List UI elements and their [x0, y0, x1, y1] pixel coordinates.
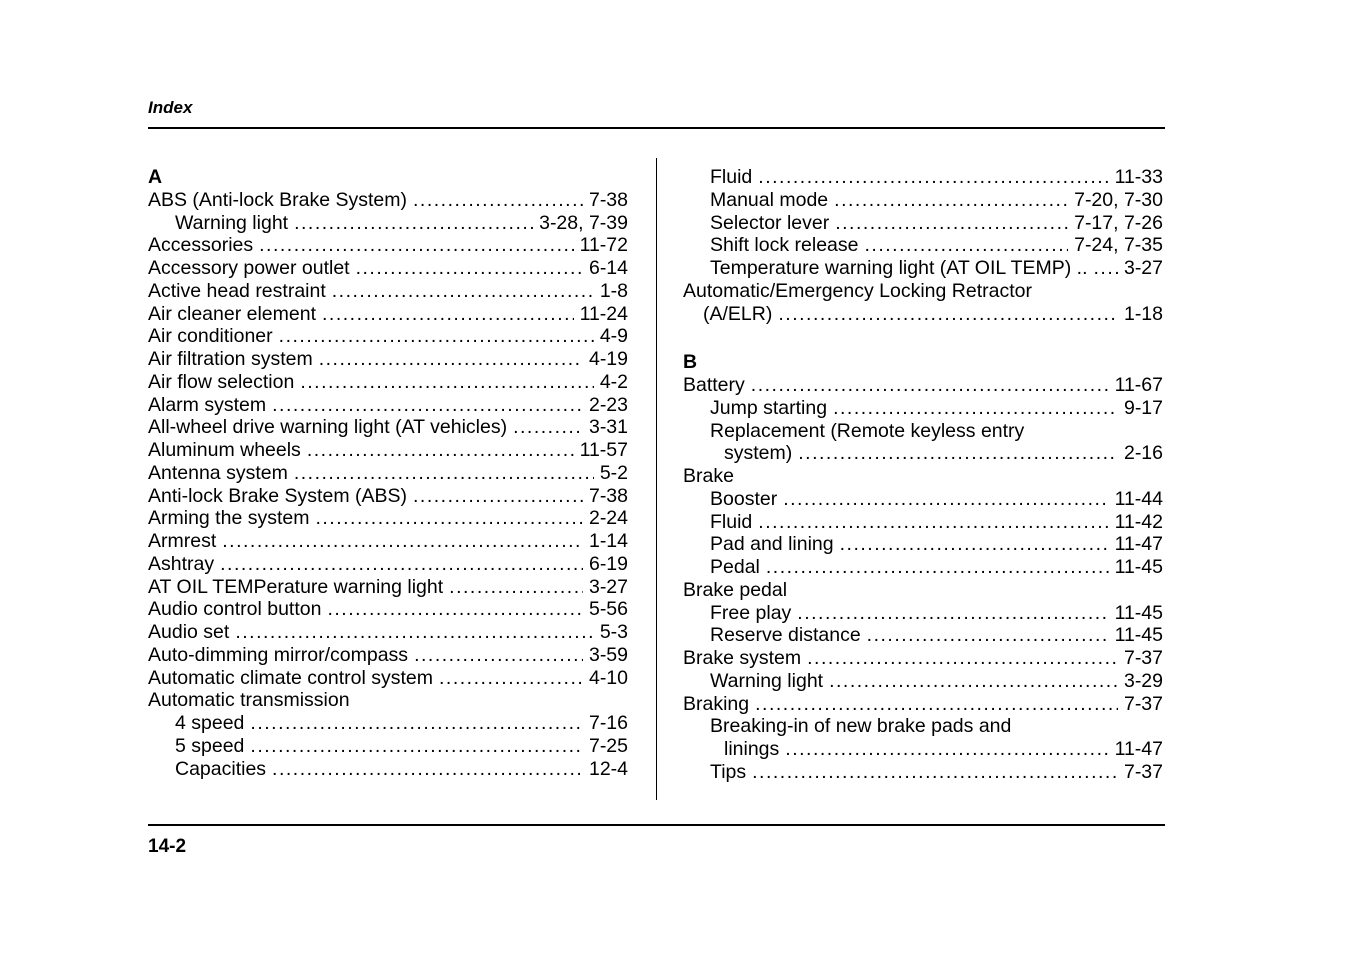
- entry-page-ref: 1-8: [599, 279, 628, 302]
- dot-leader: [250, 712, 583, 735]
- entry-page-ref: 11-67: [1114, 374, 1163, 396]
- dot-leader: [322, 303, 574, 326]
- entry-page-ref: 11-45: [1114, 601, 1163, 624]
- dot-leader: [752, 761, 1118, 784]
- entry-page-ref: 3-27: [588, 575, 628, 598]
- dot-leader: [783, 488, 1108, 511]
- index-entry: [148, 257, 628, 280]
- index-column-left: [148, 166, 628, 780]
- index-entry: [148, 553, 628, 576]
- index-subentry: [683, 189, 1163, 212]
- index-subentry: [683, 397, 1163, 420]
- entry-label: Aluminum wheels: [148, 439, 301, 461]
- column-divider: [656, 158, 657, 800]
- entry-page-ref: 11-24: [579, 302, 628, 325]
- entry-label: Audio control button: [148, 598, 322, 621]
- entry-label: Air flow selection: [148, 370, 295, 393]
- index-entry: [148, 189, 628, 212]
- entry-label: Brake system: [683, 647, 802, 669]
- dot-leader: [220, 553, 583, 576]
- entry-label: AT OIL TEMPerature warning light: [148, 575, 444, 598]
- entry-label: Pad and lining: [710, 533, 834, 556]
- dot-leader: [833, 397, 1118, 420]
- entry-label: Temperature warning light (AT OIL TEMP) ..: [710, 257, 1088, 279]
- index-entry: [148, 507, 628, 530]
- entry-page-ref: 11-42: [1114, 510, 1163, 533]
- entry-page-ref: 7-24, 7-35: [1074, 234, 1163, 257]
- entry-label: Armrest: [148, 530, 217, 552]
- entry-label: Shift lock release: [710, 234, 859, 257]
- entry-label: 4 speed: [175, 712, 245, 734]
- entry-label: Automatic/Emergency Locking Retractor: [683, 279, 1032, 302]
- entry-page-ref: 5-2: [599, 461, 628, 484]
- index-entry: [683, 693, 1163, 716]
- section-letter: B: [683, 351, 698, 374]
- dot-leader: [865, 234, 1069, 257]
- dot-leader: [785, 738, 1108, 761]
- page-header-title: Index: [148, 98, 193, 117]
- dot-leader: [413, 189, 583, 212]
- index-subentry: [683, 303, 1163, 326]
- entry-label: Audio set: [148, 621, 230, 643]
- entry-page-ref: 6-19: [588, 552, 628, 575]
- entry-page-ref: 7-20, 7-30: [1074, 188, 1163, 211]
- index-entry: [683, 374, 1163, 397]
- entry-label: Automatic transmission: [148, 689, 350, 712]
- entry-page-ref: 1-14: [588, 530, 628, 552]
- entry-label: Accessory power outlet: [148, 257, 350, 279]
- entry-label: Capacities: [175, 757, 267, 780]
- dot-leader: [294, 212, 533, 235]
- dot-leader: [778, 303, 1118, 326]
- entry-page-ref: 7-37: [1123, 760, 1163, 783]
- entry-page-ref: 7-37: [1123, 692, 1163, 715]
- index-entry: [148, 462, 628, 485]
- entry-label: Active head restraint: [148, 279, 326, 302]
- entry-label: Ashtray: [148, 552, 215, 575]
- entry-page-ref: 1-18: [1123, 302, 1163, 325]
- index-column-right: [683, 166, 1163, 784]
- entry-page-ref: 3-31: [588, 416, 628, 439]
- dot-leader: [294, 462, 594, 485]
- index-entry: [148, 234, 628, 257]
- dot-leader: [300, 371, 594, 394]
- entry-page-ref: 7-17, 7-26: [1074, 211, 1163, 234]
- entry-page-ref: 11-44: [1114, 487, 1163, 510]
- dot-leader: [834, 189, 1068, 212]
- entry-label: Jump starting: [710, 396, 828, 419]
- entry-label: Reserve distance: [710, 624, 861, 647]
- entry-label: Warning light: [710, 669, 824, 692]
- index-subentry: [683, 166, 1163, 189]
- dot-leader: [835, 212, 1068, 235]
- entry-label: Tips: [710, 760, 747, 783]
- entry-label: Pedal: [710, 556, 760, 578]
- index-entry: [148, 394, 628, 417]
- entry-page-ref: 2-24: [588, 507, 628, 530]
- dot-leader: [797, 602, 1108, 625]
- entry-page-ref: 11-45: [1114, 624, 1163, 647]
- entry-label: Brake: [683, 465, 734, 487]
- index-entry: [148, 371, 628, 394]
- entry-page-ref: 11-57: [579, 439, 628, 461]
- entry-label: (A/ELR): [703, 302, 773, 325]
- index-subentry: [683, 442, 1163, 465]
- dot-leader: [867, 624, 1109, 647]
- entry-label: Manual mode: [710, 188, 829, 211]
- entry-page-ref: 12-4: [588, 757, 628, 780]
- index-entry: [148, 485, 628, 508]
- index-subentry: [683, 420, 1163, 443]
- index-subentry: [683, 212, 1163, 235]
- section-spacer: [683, 325, 1163, 351]
- entry-label: Arming the system: [148, 507, 310, 530]
- index-entry: [148, 303, 628, 326]
- entry-page-ref: 11-33: [1114, 166, 1163, 188]
- dot-leader: [840, 533, 1109, 556]
- dot-leader: [413, 485, 583, 508]
- index-entry: [148, 621, 628, 644]
- index-entry: [683, 579, 1163, 602]
- entry-label: Selector lever: [710, 211, 830, 234]
- page-number: 14-2: [148, 836, 187, 857]
- entry-page-ref: 3-27: [1123, 257, 1163, 279]
- entry-page-ref: 4-10: [588, 666, 628, 689]
- entry-page-ref: 4-19: [588, 348, 628, 370]
- dot-leader: [259, 234, 573, 257]
- index-entry: [148, 416, 628, 439]
- dot-leader: [272, 758, 583, 781]
- index-entry: [148, 689, 628, 712]
- index-entry: [148, 280, 628, 303]
- entry-page-ref: 5-56: [588, 598, 628, 621]
- index-entry: [148, 598, 628, 621]
- index-entry: [148, 439, 628, 462]
- dot-leader: [1094, 257, 1118, 280]
- entry-label: All-wheel drive warning light (AT vehicles): [148, 416, 508, 439]
- dot-leader: [439, 667, 583, 690]
- index-subentry: [683, 715, 1163, 738]
- entry-label: Accessories: [148, 234, 254, 257]
- dot-leader: [807, 647, 1118, 670]
- entry-label: Replacement (Remote keyless entry: [710, 419, 1025, 442]
- entry-label: Air conditioner: [148, 325, 273, 348]
- entry-label: Antenna system: [148, 461, 288, 484]
- dot-leader: [250, 735, 583, 758]
- index-subentry: [148, 758, 628, 781]
- dot-leader: [356, 257, 583, 280]
- index-section-heading: [148, 166, 628, 189]
- index-subentry: [683, 624, 1163, 647]
- entry-label: Air filtration system: [148, 348, 313, 370]
- index-entry: [148, 348, 628, 371]
- index-subentry: [683, 670, 1163, 693]
- entry-label: Fluid: [710, 166, 753, 188]
- dot-leader: [414, 644, 583, 667]
- entry-label: Free play: [710, 601, 792, 624]
- index-entry: [683, 647, 1163, 670]
- dot-leader: [222, 530, 583, 553]
- index-subentry: [148, 712, 628, 735]
- dot-leader: [449, 576, 583, 599]
- dot-leader: [758, 166, 1108, 189]
- entry-label: linings: [724, 738, 780, 760]
- entry-page-ref: 9-17: [1123, 396, 1163, 419]
- entry-page-ref: 11-47: [1114, 738, 1163, 760]
- entry-page-ref: 2-23: [588, 393, 628, 416]
- dot-leader: [513, 416, 583, 439]
- entry-page-ref: 11-72: [579, 234, 628, 257]
- index-subentry: [683, 257, 1163, 280]
- index-subentry: [148, 735, 628, 758]
- index-subentry: [683, 488, 1163, 511]
- entry-label: Alarm system: [148, 393, 267, 416]
- index-subentry: [683, 556, 1163, 579]
- entry-label: Auto-dimming mirror/compass: [148, 643, 409, 666]
- entry-label: Warning light: [175, 211, 289, 234]
- section-letter: A: [148, 166, 163, 188]
- entry-label: Battery: [683, 374, 745, 396]
- index-subentry: [683, 761, 1163, 784]
- entry-label: Booster: [710, 487, 778, 510]
- dot-leader: [279, 325, 594, 348]
- index-subentry: [683, 234, 1163, 257]
- entry-page-ref: 7-25: [588, 734, 628, 757]
- dot-leader: [235, 621, 594, 644]
- dot-leader: [319, 348, 583, 371]
- entry-page-ref: 4-9: [599, 325, 628, 348]
- dot-leader: [755, 693, 1118, 716]
- dot-leader: [758, 511, 1108, 534]
- entry-label: system): [724, 442, 793, 465]
- header-rule: [148, 127, 1165, 129]
- entry-page-ref: 7-16: [588, 712, 628, 734]
- entry-page-ref: 3-29: [1123, 669, 1163, 692]
- entry-page-ref: 7-37: [1123, 647, 1163, 669]
- entry-page-ref: 5-3: [599, 621, 628, 643]
- entry-page-ref: 3-59: [588, 643, 628, 666]
- entry-label: Braking: [683, 692, 750, 715]
- entry-label: Brake pedal: [683, 578, 788, 601]
- dot-leader: [272, 394, 583, 417]
- index-entry: [148, 667, 628, 690]
- entry-label: Anti-lock Brake System (ABS): [148, 484, 407, 507]
- entry-page-ref: 7-38: [588, 484, 628, 507]
- entry-label: Air cleaner element: [148, 302, 316, 325]
- dot-leader: [307, 439, 574, 462]
- index-entry: [683, 280, 1163, 303]
- dot-leader: [829, 670, 1118, 693]
- dot-leader: [327, 598, 583, 621]
- entry-label: Automatic climate control system: [148, 666, 434, 689]
- entry-label: ABS (Anti-lock Brake System): [148, 188, 407, 211]
- entry-page-ref: 2-16: [1123, 442, 1163, 465]
- footer-rule: [148, 824, 1165, 826]
- index-subentry: [683, 602, 1163, 625]
- dot-leader: [766, 556, 1109, 579]
- index-subentry: [683, 738, 1163, 761]
- entry-label: Fluid: [710, 510, 753, 533]
- index-entry: [148, 644, 628, 667]
- entry-page-ref: 3-28, 7-39: [539, 211, 628, 234]
- dot-leader: [751, 374, 1109, 397]
- index-entry: [683, 465, 1163, 488]
- index-entry: [148, 530, 628, 553]
- index-entry: [148, 576, 628, 599]
- entry-page-ref: 7-38: [588, 188, 628, 211]
- index-section-heading: [683, 351, 1163, 374]
- dot-leader: [332, 280, 594, 303]
- entry-page-ref: 11-45: [1114, 556, 1163, 578]
- index-subentry: [148, 212, 628, 235]
- index-entry: [148, 325, 628, 348]
- dot-leader: [315, 507, 583, 530]
- entry-label: 5 speed: [175, 734, 245, 757]
- entry-page-ref: 4-2: [599, 370, 628, 393]
- index-subentry: [683, 533, 1163, 556]
- entry-label: Breaking-in of new brake pads and: [710, 715, 1012, 738]
- dot-leader: [798, 442, 1118, 465]
- entry-page-ref: 11-47: [1114, 533, 1163, 556]
- index-subentry: [683, 511, 1163, 534]
- entry-page-ref: 6-14: [588, 257, 628, 279]
